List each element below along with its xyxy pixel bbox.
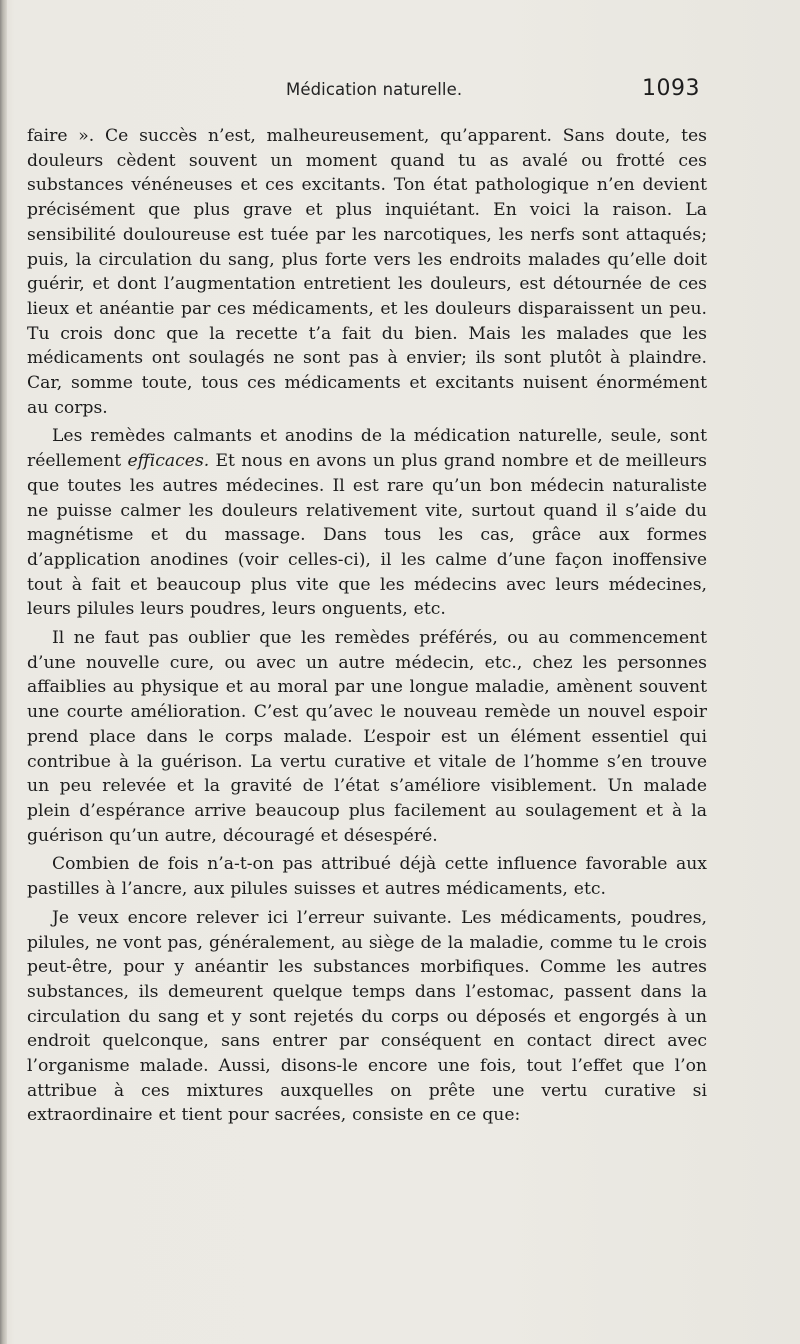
body-text bbox=[27, 124, 707, 1132]
running-head bbox=[286, 76, 700, 110]
paragraph-2 bbox=[27, 424, 707, 622]
running-title: Médication naturelle. bbox=[286, 80, 463, 99]
paragraph-1: faire ». Ce succès n’est, malheureusement, qu’apparent. Sans doute, tes douleurs cèdent souvent un moment quand tu as avalé ou frotté ces substances vénéneuses et ces excitants. Ton état pathologique n’en devient précisément que plus grave et plus inquiétant. En voici la raison. La sensibilité douloureuse est tuée par les narcotiques, les nerfs sont attaqués; puis, la circulation du sang, plus forte vers les endroits malades qu’elle doit guérir, et dont l’augmentation entretient les douleurs, est détournée de ces lieux et anéantie par ces médicaments, et les douleurs disparaissent un peu. Tu crois donc que la recette t’a fait du bien. Mais les malades que les médicaments ont soulagés ne sont pas à envier; ils sont plutôt à plaindre. Car, somme toute, tous ces médicaments et excitants nuisent énormément au corps. bbox=[27, 126, 707, 418]
paragraph-5: Je veux encore relever ici l’erreur suivante. Les médicaments, poudres, pilules, ne vont pas, généralement, au siège de la maladie, comme tu le crois peut-être, pour y anéantir les substances morbifiques. Comme les autres substances, ils demeurent quelque temps dans l’estomac, passent dans la circulation du sang et y sont rejetés du corps ou déposés et engorgés à un endroit quelconque, sans entrer par conséquent en contact direct avec l’organisme malade. Aussi, disons-le encore une fois, tout l’effet que l’on attribue à ces mixtures auxquelles on prête une vertu curative si extraordinaire et tient pour sacrées, consiste en ce que: bbox=[27, 907, 707, 1126]
binding-edge bbox=[0, 0, 7, 1344]
paragraph-3: Il ne faut pas oublier que les remèdes préférés, ou au commencement d’une nouvelle cure, ou avec un autre médecin, etc., chez les personnes affaiblies au physique et au moral par une longue maladie, amènent souvent une courte amélioration. C’est qu’avec le nouveau remède un nouvel espoir prend place dans le corps malade. L’espoir est un élément essentiel qui contribue à la guérison. La vertu curative et vitale de l’homme s’en trouve un peu relevée et la gravité de l’état s’améliore visiblement. Un malade plein d’espérance arrive beaucoup plus facilement au soulagement et à la guérison qu’un autre, découragé et désespéré. bbox=[27, 628, 707, 846]
paragraph-4: Combien de fois n’a-t-on pas attribué déjà cette influence favorable aux pastilles à l’ancre, aux pilules suisses et autres médicaments, etc. bbox=[27, 854, 707, 900]
paragraph-2-text-end: Et nous en avons un plus grand nombre et de meilleurs que toutes les autres médecines. Il est rare qu’un bon médecin naturaliste ne puisse calmer les douleurs relativement vite, surtout quand il s’aide du magnétisme et du massage. Dans tous les cas, grâce aux formes d’application anodines (voir celles-ci), il les calme d’une façon inoffensive tout à fait et beaucoup plus vite que les médecins avec leurs médecines, leurs pilules leurs poudres, leurs onguents, etc. bbox=[27, 451, 707, 620]
paragraph-2-emphasis: efficaces. bbox=[127, 451, 210, 472]
page-number: 1093 bbox=[642, 76, 700, 101]
paragraph-2-text-start: Les remèdes calmants et anodins de la médication naturelle, seule, sont réellement bbox=[27, 426, 707, 472]
